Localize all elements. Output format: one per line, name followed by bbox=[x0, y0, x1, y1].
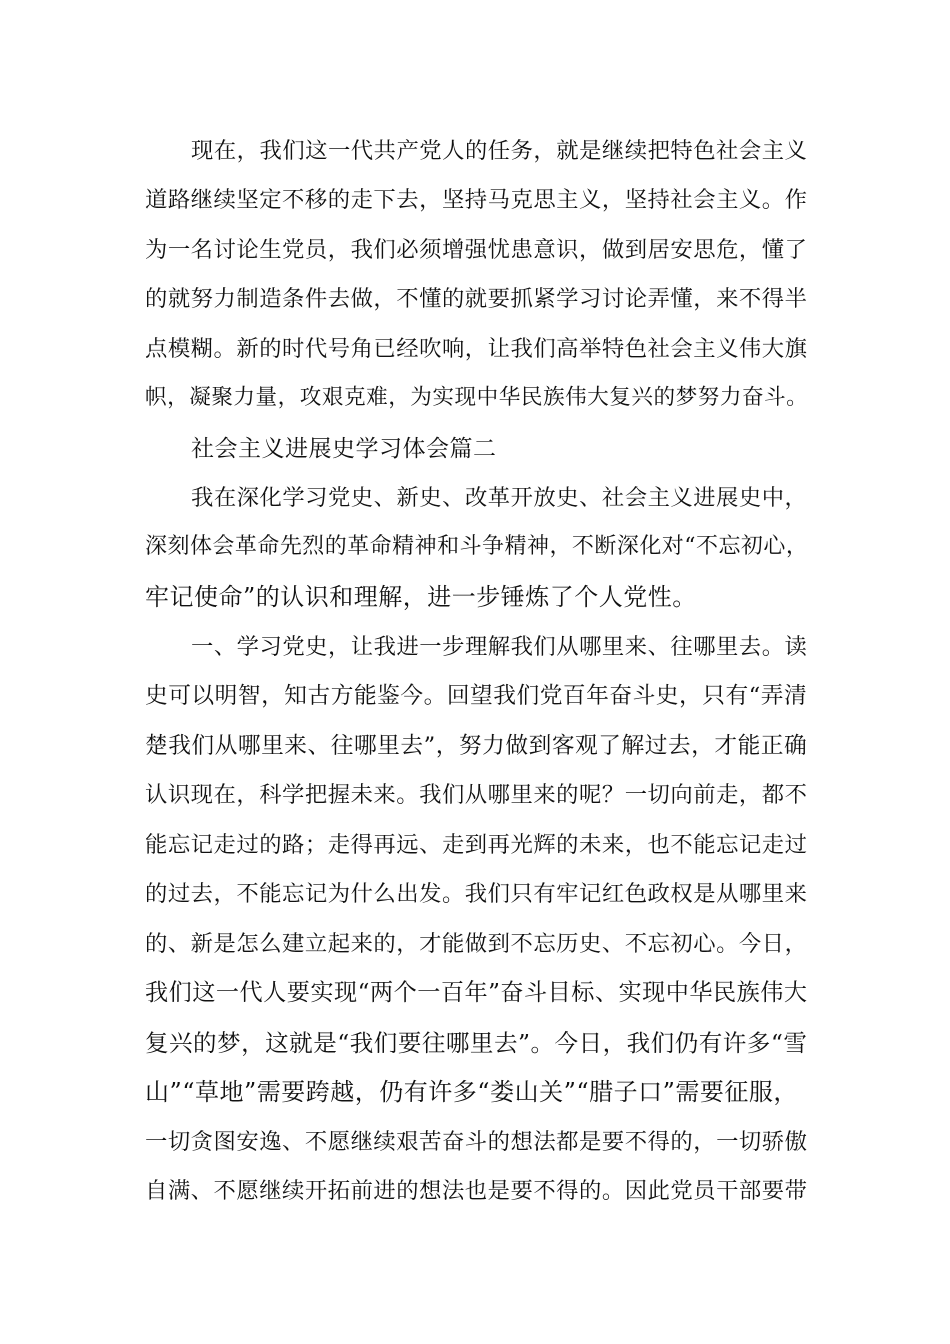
text-line: 帜，凝聚力量，攻艰克难，为实现中华民族伟大复兴的梦努力奋斗。 bbox=[145, 385, 809, 410]
section-heading: 社会主义进展史学习体会篇二 bbox=[191, 436, 497, 462]
text-line: 一切贪图安逸、不愿继续艰苦奋斗的想法都是要不得的，一切骄傲 bbox=[145, 1129, 808, 1155]
text-line: 山”“草地”需要跨越，仍有许多“娄山关”“腊子口”需要征服， bbox=[145, 1078, 798, 1106]
text-line: 的就努力制造条件去做，不懂的就要抓紧学习讨论弄懂，来不得半 bbox=[145, 286, 808, 312]
text-line: 认识现在，科学把握未来。我们从哪里来的呢？一切向前走，都不 bbox=[145, 782, 808, 808]
text-line: 深刻体会革命先烈的革命精神和斗争精神，不断深化对“不忘初心， bbox=[145, 534, 809, 559]
text-line: 为一名讨论生党员，我们必须增强忧患意识，做到居安思危，懂了 bbox=[145, 237, 808, 263]
text-line: 楚我们从哪里来、往哪里去”，努力做到客观了解过去，才能正确 bbox=[145, 733, 808, 759]
text-line: 史可以明智，知古方能鉴今。回望我们党百年奋斗史，只有“弄清 bbox=[145, 683, 808, 709]
text-line: 自满、不愿继续开拓前进的想法也是要不得的。因此党员干部要带 bbox=[145, 1178, 808, 1204]
text-line: 我在深化学习党史、新史、改革开放史、社会主义进展史中， bbox=[191, 485, 808, 511]
text-line: 一、学习党史，让我进一步理解我们从哪里来、往哪里去。读 bbox=[191, 634, 808, 660]
text-line: 现在，我们这一代共产党人的任务，就是继续把特色社会主义 bbox=[191, 138, 808, 164]
text-line: 我们这一代人要实现“两个一百年”奋斗目标、实现中华民族伟大 bbox=[145, 980, 808, 1006]
text-line: 的过去，不能忘记为什么出发。我们只有牢记红色政权是从哪里来 bbox=[145, 881, 808, 907]
text-line: 点模糊。新的时代号角已经吹响，让我们高举特色社会主义伟大旗 bbox=[145, 336, 808, 362]
text-line: 牢记使命”的认识和理解，进一步锤炼了个人党性。 bbox=[145, 583, 697, 611]
text-line: 能忘记走过的路；走得再远、走到再光辉的未来，也不能忘记走过 bbox=[145, 832, 808, 858]
text-line: 复兴的梦，这就是“我们要往哪里去”。今日，我们仍有许多“雪 bbox=[145, 1029, 808, 1057]
text-line: 的、新是怎么建立起来的，才能做到不忘历史、不忘初心。今日， bbox=[145, 931, 808, 957]
text-line: 道路继续坚定不移的走下去，坚持马克思主义，坚持社会主义。作 bbox=[145, 187, 808, 213]
